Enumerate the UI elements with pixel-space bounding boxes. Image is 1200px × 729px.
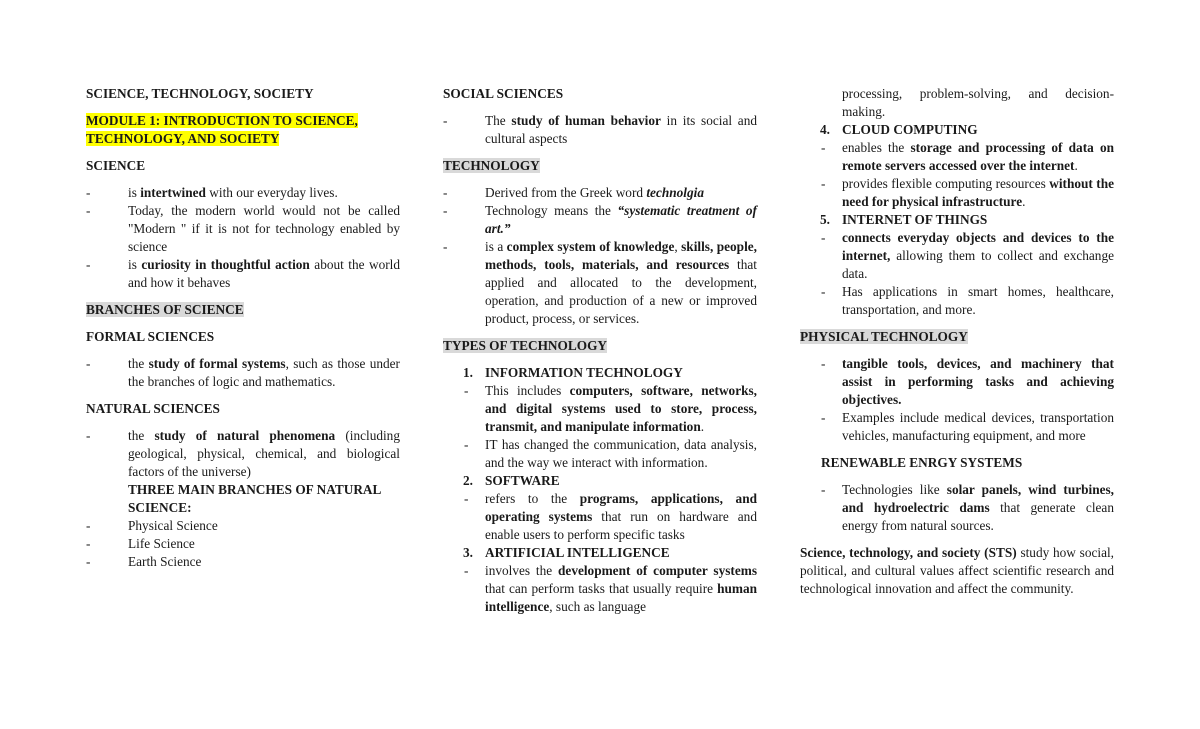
list-item: - The study of human behavior in its social and cultural aspects bbox=[443, 113, 758, 146]
module-heading: MODULE 1: INTRODUCTION TO SCIENCE, TECHNOLOGY, AND SOCIETY bbox=[86, 113, 358, 146]
column-1 bbox=[86, 85, 400, 571]
list-item: - Today, the modern world would not be called "Modern " if it is not for technology enabled by science bbox=[86, 203, 400, 254]
types-of-technology-heading: TYPES OF TECHNOLOGY bbox=[443, 338, 608, 353]
branches-heading: BRANCHES OF SCIENCE bbox=[86, 302, 244, 317]
list-item: - tangible tools, devices, and machinery that assist in performing tasks and achieving objectives. bbox=[821, 356, 1114, 407]
list-item: - is intertwined with our everyday lives. bbox=[86, 185, 338, 200]
list-item: - Earth Science bbox=[86, 554, 202, 569]
list-item: - Technologies like solar panels, wind turbines, and hydroelectric dams that generate clean energy from natural sources. bbox=[821, 482, 1114, 533]
list-item: - connects everyday objects and devices to the internet, allowing them to collect and exchange data. bbox=[821, 230, 1114, 281]
technology-heading: TECHNOLOGY bbox=[443, 158, 540, 173]
list-item: - is a complex system of knowledge, skills, people, methods, tools, materials, and resources that applied and allocated to the development, operation, and production of a new or improved product, process, or services. bbox=[443, 239, 757, 326]
list-item: - Physical Science bbox=[86, 518, 218, 533]
social-sciences-heading: SOCIAL SCIENCES bbox=[443, 86, 564, 101]
list-item: - Derived from the Greek word technolgia bbox=[443, 185, 704, 200]
list-item: - involves the development of computer systems that can perform tasks that usually require human intelligence, such as language bbox=[464, 563, 758, 614]
list-item: - This includes computers, software, networks, and digital systems used to store, process, transmit, and manipulate information. bbox=[464, 383, 757, 434]
list-item: - the study of formal systems, such as those under the branches of logic and mathematics. bbox=[86, 356, 400, 389]
numbered-heading: 4. CLOUD COMPUTING bbox=[820, 122, 978, 137]
list-item: - provides flexible computing resources without the need for physical infrastructure. bbox=[821, 176, 1114, 209]
list-item: - Examples include medical devices, transportation vehicles, manufacturing equipment, and more bbox=[821, 410, 1114, 443]
three-branches-heading: THREE MAIN BRANCHES OF NATURAL SCIENCE: bbox=[128, 482, 381, 515]
list-item: - is curiosity in thoughtful action about the world and how it behaves bbox=[86, 257, 401, 290]
natural-sciences-heading: NATURAL SCIENCES bbox=[86, 401, 220, 416]
list-item: - Has applications in smart homes, healthcare, transportation, and more. bbox=[821, 284, 1114, 317]
list-item: - IT has changed the communication, data analysis, and the way we interact with information. bbox=[464, 437, 757, 470]
numbered-heading: 5. INTERNET OF THINGS bbox=[820, 212, 988, 227]
sts-paragraph: Science, technology, and society (STS) study how social, political, and cultural values affect scientific research and technological innovation and affect the community. bbox=[800, 545, 1114, 596]
formal-sciences-heading: FORMAL SCIENCES bbox=[86, 329, 215, 344]
document-title: SCIENCE, TECHNOLOGY, SOCIETY bbox=[86, 86, 314, 101]
numbered-heading: 2. SOFTWARE bbox=[463, 473, 560, 488]
renewable-energy-heading: RENEWABLE ENRGY SYSTEMS bbox=[821, 455, 1023, 470]
list-item: - Life Science bbox=[86, 536, 195, 551]
list-item: - the study of natural phenomena (including geological, physical, chemical, and biological factors of the universe) bbox=[86, 428, 400, 479]
column-2 bbox=[443, 85, 757, 616]
ai-continuation: processing, problem-solving, and decision-making. bbox=[842, 86, 1114, 119]
list-item: - enables the storage and processing of data on remote servers accessed over the internet. bbox=[821, 140, 1115, 173]
numbered-heading: 3. ARTIFICIAL INTELLIGENCE bbox=[463, 545, 670, 560]
science-heading: SCIENCE bbox=[86, 158, 146, 173]
list-item: - Technology means the “systematic treatment of art.” bbox=[443, 203, 757, 236]
numbered-heading: 1. INFORMATION TECHNOLOGY bbox=[463, 365, 683, 380]
physical-technology-heading: PHYSICAL TECHNOLOGY bbox=[800, 329, 968, 344]
column-3 bbox=[800, 85, 1114, 598]
list-item: - refers to the programs, applications, and operating systems that run on hardware and enable users to perform specific tasks bbox=[464, 491, 757, 542]
